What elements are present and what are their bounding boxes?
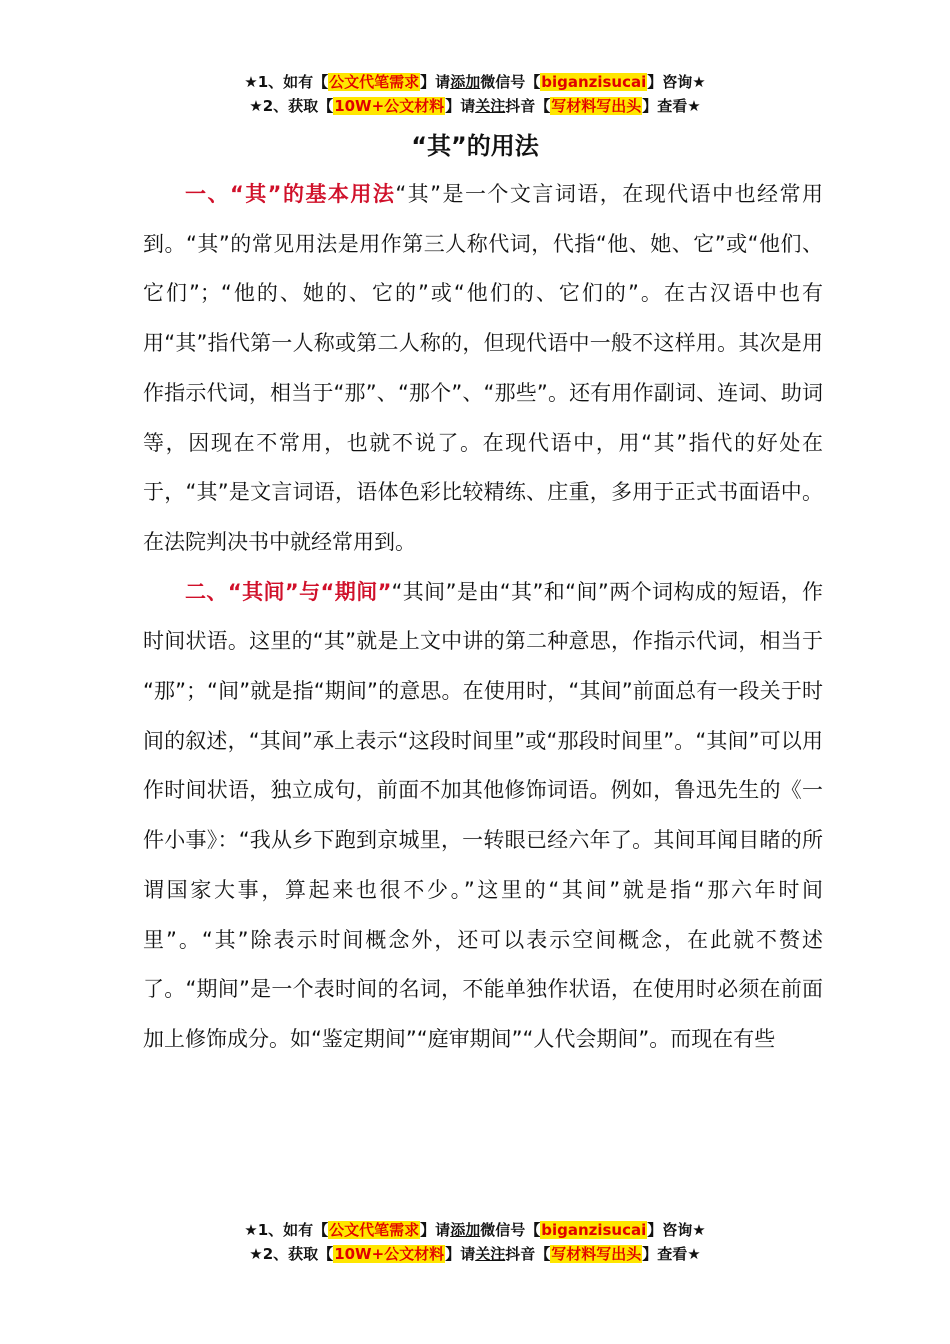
banner-text: ★1、如有【 xyxy=(244,1221,329,1239)
banner-text: 】咨询★ xyxy=(647,73,706,91)
banner-line-2 xyxy=(0,94,950,118)
section-heading-1: 一、“其”的基本用法 xyxy=(185,182,396,206)
banner-highlight: 公文代笔需求 xyxy=(329,73,420,91)
banner-text: 】请 xyxy=(420,1221,451,1239)
banner-text: 微信号【 xyxy=(480,73,541,91)
banner-highlight: 公文代笔需求 xyxy=(329,1221,420,1239)
banner-text: ★2、获取【 xyxy=(249,1245,334,1263)
banner-line-2 xyxy=(0,1242,950,1266)
banner-line-1 xyxy=(0,70,950,94)
banner-text: 抖音【 xyxy=(505,1245,551,1263)
banner-underline: 关注 xyxy=(475,97,506,115)
banner-text: 】请 xyxy=(445,97,476,115)
banner-underline: 关注 xyxy=(475,1245,506,1263)
banner-text: ★1、如有【 xyxy=(244,73,329,91)
banner-text: 】查看★ xyxy=(642,97,701,115)
banner-text: 】请 xyxy=(420,73,451,91)
banner-highlight: biganzisucai xyxy=(541,73,647,91)
banner-text: ★2、获取【 xyxy=(249,97,334,115)
footer-banner xyxy=(0,1218,950,1266)
paragraph-text-2: “其间”是由“其”和“间”两个词构成的短语，作时间状语。这里的“其”就是上文中讲的第二种意思，作指示代词，相当于 “那”；“间”就是指“期间”的意思。在使用时，“其间”前面总有一段关于时间的叙述，“其间”承上表示“这段时间里”或“那段时间里”。“其间”可以用作时间状语，独立成句，前面不加其他修饰词语。例如，鲁迅先生的《一件小事》：“我从乡下跑到京城里，一转眼已经六年了。其间耳闻目睹的所谓国家大事，算起来也很不少。”这里的“其间”就是指“那六年时间里”。“其”除表示时间概念外，还可以表示空间概念，在此就不赘述了。“期间”是一个表时间的名词，不能单独作状语，在使用时必须在前面加上修饰成分。如“鉴定期间”“庭审期间”“人代会期间”。而现在有些 xyxy=(143,579,823,1051)
banner-highlight: 写材料写出头 xyxy=(551,97,642,115)
banner-text: 抖音【 xyxy=(505,97,551,115)
document-body xyxy=(143,170,823,1065)
banner-highlight: biganzisucai xyxy=(541,1221,647,1239)
banner-line-1 xyxy=(0,1218,950,1242)
paragraph-1 xyxy=(143,170,823,568)
banner-highlight: 10W+公文材料 xyxy=(334,97,445,115)
banner-text: 】查看★ xyxy=(642,1245,701,1263)
header-banner xyxy=(0,70,950,118)
banner-underline: 添加 xyxy=(450,1221,481,1239)
document-title: “其”的用法 xyxy=(411,132,539,160)
banner-highlight: 写材料写出头 xyxy=(551,1245,642,1263)
paragraph-2 xyxy=(143,568,823,1065)
banner-text: 】请 xyxy=(445,1245,476,1263)
banner-text: 】咨询★ xyxy=(647,1221,706,1239)
banner-underline: 添加 xyxy=(450,73,481,91)
paragraph-text-1: “其”是一个文言词语，在现代语中也经常用到。“其”的常见用法是用作第三人称代词，代指“他、她、它”或“他们、它们”；“他的、她的、它的”或“他们的、它们的”。在古汉语中也有用“其”指代第一人称或第二人称的，但现代语中一般不这样用。其次是用作指示代词，相当于“那”、“那个”、“那些”。还有用作副词、连词、助词等，因现在不常用，也就不说了。在现代语中，用“其”指代的好处在于，“其”是文言词语，语体色彩比较精练、庄重，多用于正式书面语中。在法院判决书中就经常用到。 xyxy=(143,182,823,554)
banner-text: 微信号【 xyxy=(480,1221,541,1239)
section-heading-2: 二、“其间”与“期间” xyxy=(185,579,392,604)
banner-highlight: 10W+公文材料 xyxy=(334,1245,445,1263)
